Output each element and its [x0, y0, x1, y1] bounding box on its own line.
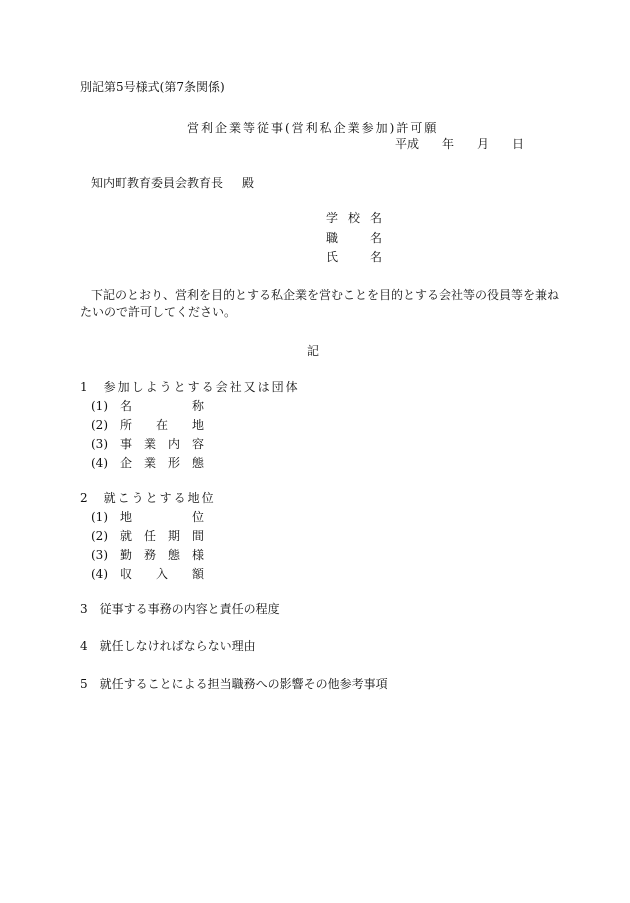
item-label-char: 事: [120, 437, 133, 451]
item-number: (4): [91, 567, 108, 581]
item-label-char: 勤: [120, 548, 133, 562]
applicant-position-char: 名: [370, 231, 383, 245]
date-year: 年: [442, 137, 455, 151]
document-title: 営利企業等従事(営利私企業参加)許可願: [187, 121, 439, 135]
date-day: 日: [512, 137, 525, 151]
item-number: (3): [91, 548, 108, 562]
date-month: 月: [477, 137, 490, 151]
item-label-char: 収: [120, 567, 133, 581]
honorific: 殿: [242, 176, 255, 190]
item-label-char: 額: [192, 567, 205, 581]
item-label-char: 地: [120, 510, 133, 524]
section-2-item: [0, 529, 630, 544]
item-label-char: 就: [120, 529, 133, 543]
applicant-position-char: 職: [326, 231, 339, 245]
item-label-char: 在: [156, 418, 169, 432]
section-2-title: 2 就こうとする地位: [80, 491, 216, 505]
item-label-char: 態: [192, 456, 205, 470]
item-label-char: 業: [144, 437, 157, 451]
item-label-char: 間: [192, 529, 205, 543]
item-label-char: 名: [120, 399, 133, 413]
item-number: (4): [91, 456, 108, 470]
item-number: (2): [91, 418, 108, 432]
applicant-school-char: 名: [370, 211, 383, 225]
item-number: (2): [91, 529, 108, 543]
section-2-item: [0, 548, 630, 563]
applicant-name-char: 名: [370, 250, 383, 264]
date-era: 平成: [395, 137, 420, 151]
applicant-school-char: 学: [326, 211, 339, 225]
item-label-char: 形: [168, 456, 181, 470]
item-number: (1): [91, 399, 108, 413]
item-label-char: 様: [192, 548, 205, 562]
form-label: 別記第5号様式(第7条関係): [80, 80, 225, 94]
section-1-item: [0, 437, 630, 452]
applicant-school-row: [0, 211, 630, 226]
item-number: (3): [91, 437, 108, 451]
section-3-title: 3 従事する事務の内容と責任の程度: [80, 602, 280, 616]
section-1-title: 1 参加しようとする会社又は団体: [80, 380, 300, 394]
item-label-char: 任: [144, 529, 157, 543]
ki-heading: 記: [307, 344, 320, 358]
body-line-1: 下記のとおり、営利を目的とする私企業を営むことを目的とする会社等の役員等を兼ね: [91, 288, 560, 302]
section-1-item: [0, 399, 630, 414]
item-label-char: 態: [168, 548, 181, 562]
item-label-char: 所: [120, 418, 133, 432]
section-2-item: [0, 510, 630, 525]
item-label-char: 地: [192, 418, 205, 432]
section-2-item: [0, 567, 630, 582]
item-label-char: 入: [156, 567, 169, 581]
item-label-char: 内: [168, 437, 181, 451]
addressee: 知内町教育委員会教育長: [91, 176, 224, 190]
item-label-char: 位: [192, 510, 205, 524]
section-1-item: [0, 418, 630, 433]
item-label-char: 容: [192, 437, 205, 451]
item-label-char: 称: [192, 399, 205, 413]
applicant-name-char: 氏: [326, 250, 339, 264]
item-label-char: 企: [120, 456, 133, 470]
applicant-school-char: 校: [348, 211, 361, 225]
item-label-char: 業: [144, 456, 157, 470]
section-4-title: 4 就任しなければならない理由: [80, 639, 256, 653]
applicant-name-row: [0, 250, 630, 265]
section-5-title: 5 就任することによる担当職務への影響その他参考事項: [80, 677, 388, 691]
item-label-char: 務: [144, 548, 157, 562]
body-line-2: たいので許可してください。: [80, 305, 237, 319]
item-label-char: 期: [168, 529, 181, 543]
applicant-position-row: [0, 231, 630, 246]
item-number: (1): [91, 510, 108, 524]
section-1-item: [0, 456, 630, 471]
